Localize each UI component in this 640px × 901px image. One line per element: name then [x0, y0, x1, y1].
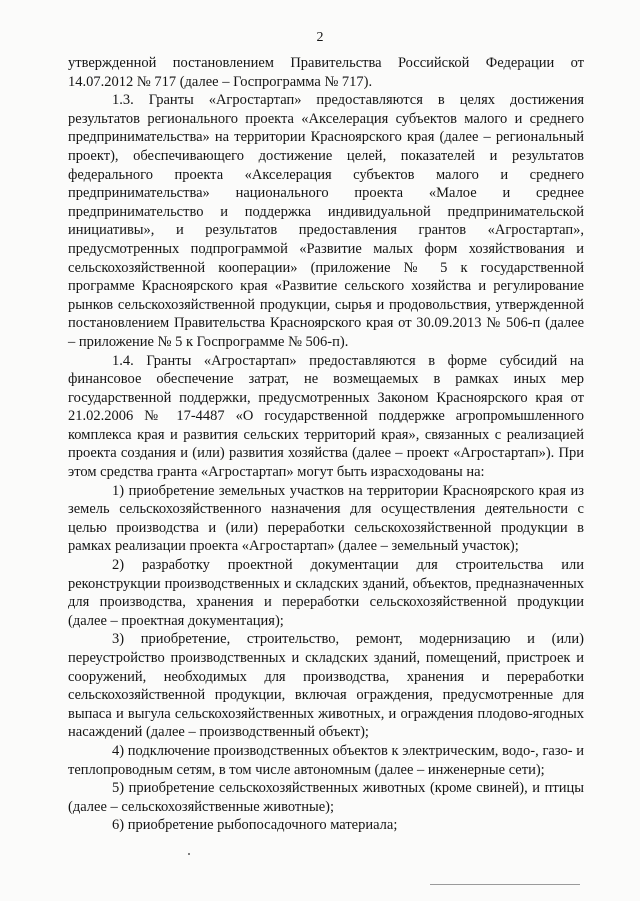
list-item-5: 5) приобретение сельскохозяйственных животных (кроме свиней), и птицы (далее – сельскохозяйственные животные); [68, 780, 584, 815]
list-item-2: 2) разработку проектной документации для строительства или реконструкции производственных и складских зданий, объектов, предназначенных для производства, хранения и переработки сельскохозяйственной продукции (далее – проектная документация); [68, 557, 584, 629]
list-item-6: 6) приобретение рыбопосадочного материала; [112, 817, 398, 834]
list-item-3: 3) приобретение, строительство, ремонт, модернизацию и (или) переустройство производственных и складских зданий, помещений, пристроек и сооружений, необходимых для производства, хранения и переработки сельскохозяйственной продукции, включая ограждения, предусмотренные для выпаса и выгула сельскохозяйственных животных, и ограждения плодово-ягодных насаждений (далее – производственный объект); [68, 631, 584, 741]
paragraph-1-3: 1.3. Гранты «Агростартап» предоставляются в целях достижения результатов регионального проекта «Акселерация субъектов малого и среднего предпринимательства» на территории Красноярского края (далее – региональный проект), обеспечивающего достижение целей, показателей и результатов федерального проекта «Акселерация субъектов малого и среднего предпринимательства» национального проекта «Малое и среднее предпринимательство и поддержка индивидуальной предпринимательской инициативы», и результатов предоставления грантов «Агростартап», предусмотренных подпрограммой «Развитие малых форм хозяйствования и сельскохозяйственной кооперации» (приложение № 5 к государственной программе Красноярского края «Развитие сельского хозяйства и регулирование рынков сельскохозяйственной продукции, сырья и продовольствия, утвержденной постановлением Правительства Красноярского края от 30.09.2013 № 506-п (далее – приложение № 5 к Госпрограмме № 506-п). [68, 92, 584, 350]
paragraph-continuation: утвержденной постановлением Правительства Российской Федерации от 14.07.2012 № 717 (далее – Госпрограмма № 717). [68, 55, 584, 90]
paragraph-1-4: 1.4. Гранты «Агростартап» предоставляются в форме субсидий на финансовое обеспечение затрат, не возмещаемых в рамках иных мер государственной поддержки, предусмотренных Законом Красноярского края от 21.02.2006 № 17-4487 «О государственной поддержке агропромышленного комплекса края и развития сельских территорий края», связанных с реализацией проекта создания и (или) развития хозяйства (далее – проект «Агростартап»). При этом средства гранта «Агростартап» могут быть израсходованы на: [68, 352, 584, 481]
scan-edge-line [430, 884, 580, 885]
page-number: 2 [316, 30, 324, 45]
list-item-4: 4) подключение производственных объектов к электрическим, водо-, газо- и теплопроводным сетям, в том числе автономным (далее – инженерные сети); [68, 742, 584, 778]
list-item-1: 1) приобретение земельных участков на территории Красноярского края из земель сельскохозяйственного назначения для осуществления деятельности с целью производства и (или) переработки сельскохозяйственной продукции в рамках реализации проекта «Агростартап» (далее – земельный участок); [68, 482, 584, 555]
document-body [68, 54, 584, 835]
scan-speck [188, 853, 190, 855]
